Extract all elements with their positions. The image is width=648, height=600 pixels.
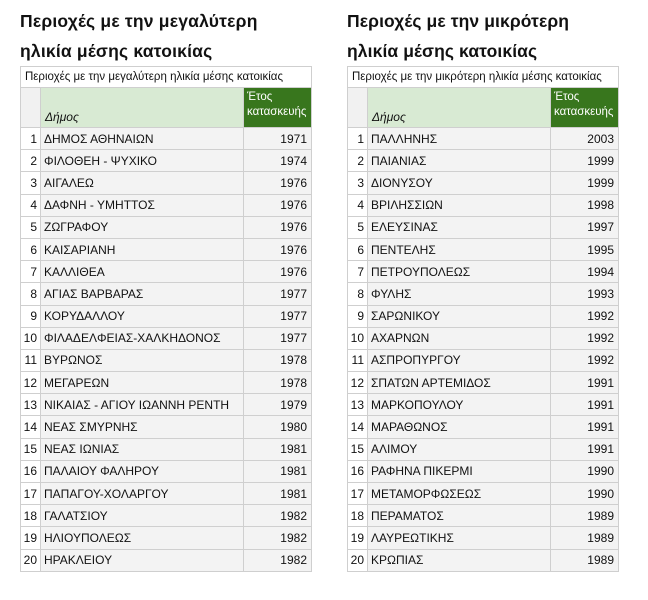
row-number: 19 [348,527,368,549]
row-number: 4 [348,194,368,216]
oldest-areas-table [20,66,312,572]
table-row [348,438,619,460]
construction-year: 1997 [550,216,618,238]
table-row [21,261,312,283]
row-number: 20 [348,549,368,571]
table-row [21,416,312,438]
table-row [21,349,312,371]
table-row [348,505,619,527]
construction-year: 1982 [243,527,311,549]
construction-year: 1989 [550,505,618,527]
table-row [348,394,619,416]
table-row [348,527,619,549]
newest-areas-table [347,66,619,572]
municipality-name: ΗΡΑΚΛΕΙΟΥ [41,549,244,571]
table-header-row [21,88,312,128]
table-row [21,283,312,305]
municipality-name: ΠΑΠΑΓΟΥ-ΧΟΛΑΡΓΟΥ [41,483,244,505]
table-caption-row [348,67,619,88]
row-number: 9 [348,305,368,327]
row-number: 15 [348,438,368,460]
table-row [348,460,619,482]
municipality-name: ΒΥΡΩΝΟΣ [41,349,244,371]
municipality-name: ΔΗΜΟΣ ΑΘΗΝΑΙΩΝ [41,128,244,150]
construction-year: 1981 [243,460,311,482]
table-row [21,438,312,460]
construction-year: 2003 [550,128,618,150]
construction-year: 1995 [550,238,618,260]
row-number: 7 [21,261,41,283]
construction-year: 1998 [550,194,618,216]
table-row [21,483,312,505]
table-row [348,416,619,438]
construction-year: 1981 [243,438,311,460]
municipality-name: ΚΟΡΥΔΑΛΛΟΥ [41,305,244,327]
municipality-name: ΚΑΛΛΙΘΕΑ [41,261,244,283]
construction-year: 1976 [243,216,311,238]
construction-year: 1991 [550,416,618,438]
row-number: 11 [348,349,368,371]
construction-year: 1976 [243,194,311,216]
municipality-name: ΓΑΛΑΤΣΙΟΥ [41,505,244,527]
table-row [348,327,619,349]
heading-line-1: Περιοχές με την μικρότερη [347,11,570,31]
municipality-name: ΚΡΩΠΙΑΣ [368,549,551,571]
municipality-name: ΠΑΛΛΗΝΗΣ [368,128,551,150]
oldest-areas-panel [20,0,312,572]
table-row [21,172,312,194]
table-row [21,216,312,238]
table-row [348,150,619,172]
row-number-header [348,88,368,128]
municipality-name: ΠΕΤΡΟΥΠΟΛΕΩΣ [368,261,551,283]
municipality-name: ΝΙΚΑΙΑΣ - ΑΓΙΟΥ ΙΩΑΝΝΗ ΡΕΝΤΗ [41,394,244,416]
table-row [21,150,312,172]
row-number: 12 [21,372,41,394]
row-number: 2 [21,150,41,172]
row-number: 5 [21,216,41,238]
municipality-name: ΝΕΑΣ ΙΩΝΙΑΣ [41,438,244,460]
table-row [348,261,619,283]
table-row [21,505,312,527]
row-number: 4 [21,194,41,216]
row-number: 3 [348,172,368,194]
year-column-header: Έτος κατασκευής [550,88,618,128]
oldest-areas-heading [20,0,312,66]
municipality-name: ΦΙΛΟΘΕΗ - ΨΥΧΙΚΟ [41,150,244,172]
newest-areas-panel [347,0,619,572]
table-row [348,194,619,216]
year-column-header: Έτος κατασκευής [243,88,311,128]
municipality-name: ΦΥΛΗΣ [368,283,551,305]
municipality-name: ΑΧΑΡΝΩΝ [368,327,551,349]
table-row [348,349,619,371]
construction-year: 1971 [243,128,311,150]
construction-year: 1989 [550,549,618,571]
construction-year: 1982 [243,549,311,571]
construction-year: 1978 [243,372,311,394]
row-number: 11 [21,349,41,371]
municipality-name: ΜΑΡΑΘΩΝΟΣ [368,416,551,438]
table-row [348,483,619,505]
construction-year: 1992 [550,349,618,371]
construction-year: 1993 [550,283,618,305]
construction-year: 1982 [243,505,311,527]
table-row [348,305,619,327]
construction-year: 1991 [550,372,618,394]
table-row [21,327,312,349]
row-number: 14 [348,416,368,438]
construction-year: 1991 [550,394,618,416]
table-row [348,549,619,571]
construction-year: 1980 [243,416,311,438]
row-number: 8 [348,283,368,305]
municipality-name: ΣΑΡΩΝΙΚΟΥ [368,305,551,327]
table-row [348,216,619,238]
municipality-name: ΗΛΙΟΥΠΟΛΕΩΣ [41,527,244,549]
municipality-name: ΜΕΓΑΡΕΩΝ [41,372,244,394]
municipality-name: ΕΛΕΥΣΙΝΑΣ [368,216,551,238]
table-row [21,527,312,549]
table-row [348,172,619,194]
table-row [348,128,619,150]
heading-line-2: ηλικία μέσης κατοικίας [347,41,538,61]
table-caption: Περιοχές με την μικρότερη ηλικία μέσης κατοικίας [348,67,619,88]
construction-year: 1992 [550,327,618,349]
row-number: 18 [21,505,41,527]
municipality-name: ΑΓΙΑΣ ΒΑΡΒΑΡΑΣ [41,283,244,305]
row-number: 13 [348,394,368,416]
row-number: 9 [21,305,41,327]
row-number: 17 [21,483,41,505]
construction-year: 1976 [243,238,311,260]
municipality-name: ΠΑΙΑΝΙΑΣ [368,150,551,172]
construction-year: 1990 [550,460,618,482]
row-number: 14 [21,416,41,438]
row-number: 18 [348,505,368,527]
municipality-name: ΖΩΓΡΑΦΟΥ [41,216,244,238]
construction-year: 1977 [243,305,311,327]
municipality-name: ΣΠΑΤΩΝ ΑΡΤΕΜΙΔΟΣ [368,372,551,394]
row-number: 16 [21,460,41,482]
municipality-name: ΚΑΙΣΑΡΙΑΝΗ [41,238,244,260]
municipality-name: ΒΡΙΛΗΣΣΙΩΝ [368,194,551,216]
table-row [348,372,619,394]
municipality-name: ΜΕΤΑΜΟΡΦΩΣΕΩΣ [368,483,551,505]
construction-year: 1976 [243,261,311,283]
row-number: 20 [21,549,41,571]
row-number: 1 [21,128,41,150]
row-number: 10 [348,327,368,349]
heading-line-2: ηλικία μέσης κατοικίας [20,41,213,61]
construction-year: 1976 [243,172,311,194]
construction-year: 1977 [243,327,311,349]
table-caption: Περιοχές με την μεγαλύτερη ηλικία μέσης κατοικίας [21,67,312,88]
row-number: 5 [348,216,368,238]
table-row [21,238,312,260]
municipality-name: ΜΑΡΚΟΠΟΥΛΟΥ [368,394,551,416]
table-row [21,549,312,571]
row-number: 16 [348,460,368,482]
heading-line-1: Περιοχές με την μεγαλύτερη [20,11,258,31]
row-number: 15 [21,438,41,460]
municipality-name: ΑΙΓΑΛΕΩ [41,172,244,194]
table-row [21,194,312,216]
municipality-name: ΛΑΥΡΕΩΤΙΚΗΣ [368,527,551,549]
table-header-row [348,88,619,128]
construction-year: 1978 [243,349,311,371]
row-number: 6 [348,238,368,260]
table-row [348,283,619,305]
table-row [21,305,312,327]
construction-year: 1977 [243,283,311,305]
municipality-name: ΡΑΦΗΝΑ ΠΙΚΕΡΜΙ [368,460,551,482]
municipality-name: ΠΑΛΑΙΟΥ ΦΑΛΗΡΟΥ [41,460,244,482]
table-row [21,460,312,482]
municipality-column-header: Δήμος [368,88,551,128]
municipality-name: ΑΛΙΜΟΥ [368,438,551,460]
construction-year: 1989 [550,527,618,549]
construction-year: 1994 [550,261,618,283]
construction-year: 1992 [550,305,618,327]
municipality-name: ΑΣΠΡΟΠΥΡΓΟΥ [368,349,551,371]
municipality-name: ΔΑΦΝΗ - ΥΜΗΤΤΟΣ [41,194,244,216]
construction-year: 1979 [243,394,311,416]
municipality-name: ΠΕΝΤΕΛΗΣ [368,238,551,260]
row-number: 3 [21,172,41,194]
row-number: 12 [348,372,368,394]
construction-year: 1981 [243,483,311,505]
construction-year: 1991 [550,438,618,460]
row-number-header [21,88,41,128]
newest-areas-heading [347,0,619,66]
municipality-name: ΔΙΟΝΥΣΟΥ [368,172,551,194]
row-number: 17 [348,483,368,505]
table-caption-row [21,67,312,88]
row-number: 1 [348,128,368,150]
construction-year: 1999 [550,172,618,194]
row-number: 10 [21,327,41,349]
row-number: 13 [21,394,41,416]
table-row [21,394,312,416]
row-number: 7 [348,261,368,283]
row-number: 2 [348,150,368,172]
construction-year: 1999 [550,150,618,172]
municipality-name: ΦΙΛΑΔΕΛΦΕΙΑΣ-ΧΑΛΚΗΔΟΝΟΣ [41,327,244,349]
table-row [21,128,312,150]
table-row [348,238,619,260]
row-number: 19 [21,527,41,549]
municipality-column-header: Δήμος [41,88,244,128]
table-row [21,372,312,394]
construction-year: 1974 [243,150,311,172]
construction-year: 1990 [550,483,618,505]
municipality-name: ΝΕΑΣ ΣΜΥΡΝΗΣ [41,416,244,438]
row-number: 6 [21,238,41,260]
municipality-name: ΠΕΡΑΜΑΤΟΣ [368,505,551,527]
row-number: 8 [21,283,41,305]
